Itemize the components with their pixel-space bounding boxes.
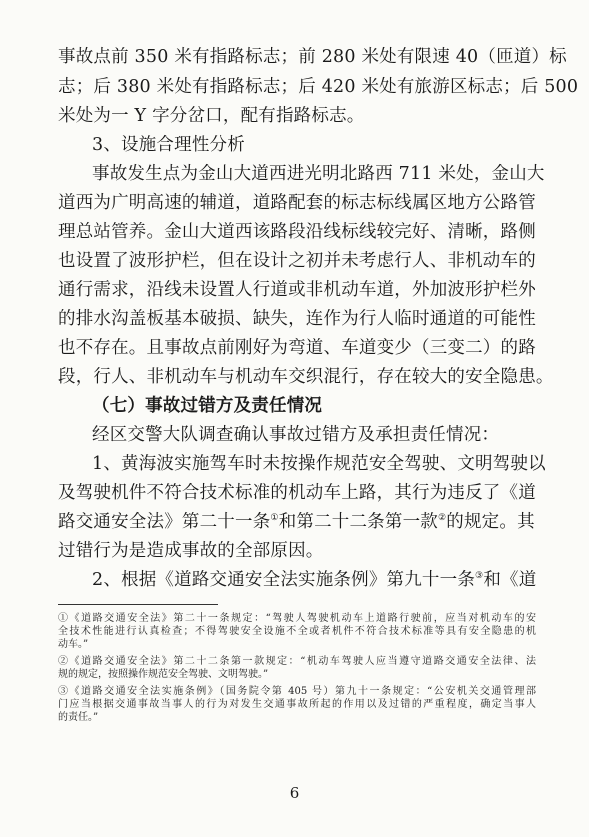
footnote-ref: ② xyxy=(438,513,447,523)
footnote-line: 规的规定，按照操作规范安全驾驶、文明驾驶。” xyxy=(58,669,269,680)
body-line: 也设置了波形护栏，但在设计之初并未考虑行人、非机动车的 xyxy=(58,251,536,271)
footnote-line: ②《道路交通安全法》第二十二条第一款规定：“机动车驾驶人应当遵守道路交通安全法律、法 xyxy=(58,656,536,667)
body-text: 路交通安全法》第二十一条 xyxy=(58,512,271,532)
body-line xyxy=(58,511,534,533)
footnote-line: 的责任。” xyxy=(58,712,99,723)
section-heading: 3、设施合理性分析 xyxy=(92,135,245,155)
body-text: 的规定。其 xyxy=(446,512,535,532)
footnote-ref: ① xyxy=(270,513,279,523)
body-line: 的排水沟盖板基本破损、缺失，连作为行人临时通道的可能性 xyxy=(58,309,536,329)
body-text: 2、根据《道路交通安全法实施条例》第九十一条 xyxy=(92,570,476,590)
body-line: 理总站管养。金山大道西该路段沿线标线较完好、清晰，路侧 xyxy=(58,222,536,242)
body-line: 段，行人、非机动车与机动车交织混行，存在较大的安全隐患。 xyxy=(58,367,554,387)
footnote-line: 门应当根据交通事故当事人的行为对发生交通事故所起的作用以及过错的严重程度，确定当事人 xyxy=(58,699,536,710)
body-line: 米处为一 Y 字分岔口，配有指路标志。 xyxy=(58,106,365,126)
footnote-line: 动车。” xyxy=(58,639,89,650)
body-text: 和《道 xyxy=(483,570,537,590)
body-line: 经区交警大队调查确认事故过错方及承担责任情况： xyxy=(92,425,500,445)
body-line: 道西为广明高速的辅道，道路配套的标志标线属区地方公路管 xyxy=(58,193,536,213)
body-text: 和第二十二条第一款 xyxy=(278,512,438,532)
body-line: 过错行为是造成事故的全部原因。 xyxy=(58,541,324,561)
body-line: 事故点前 350 米有指路标志；前 280 米处有限速 40（匝道）标 xyxy=(58,47,567,67)
body-line: 1、黄海波实施驾车时未按操作规范安全驾驶、文明驾驶以 xyxy=(92,454,546,474)
body-line xyxy=(92,569,537,591)
body-line: 及驾驶机件不符合技术标准的机动车上路，其行为违反了《道 xyxy=(58,483,536,503)
footnote-line: 全技术性能进行认真检查；不得驾驶安全设施不全或者机件不符合技术标准等具有安全隐患的机 xyxy=(58,626,536,637)
footnote-line: ③《道路交通安全法实施条例》（国务院令第 405 号）第九十一条规定：“公安机关交通管理部 xyxy=(58,686,536,697)
page-number: 6 xyxy=(289,784,300,802)
body-line: 也不存在。且事故点前刚好为弯道、车道变少（三变二）的路 xyxy=(58,338,536,358)
footnote-line: ①《道路交通安全法》第二十一条规定：“驾驶人驾驶机动车上道路行驶前，应当对机动车的安 xyxy=(58,613,536,624)
footnote-ref: ③ xyxy=(475,571,484,581)
section-heading: （七）事故过错方及责任情况 xyxy=(92,396,323,416)
body-line: 事故发生点为金山大道西进光明北路西 711 米处，金山大 xyxy=(92,164,545,184)
body-line: 志；后 380 米处有指路标志；后 420 米处有旅游区标志；后 500 xyxy=(58,77,579,97)
body-line: 通行需求，沿线未设置人行道或非机动车道，外加波形护栏外 xyxy=(58,280,536,300)
footnote-separator xyxy=(58,604,218,605)
